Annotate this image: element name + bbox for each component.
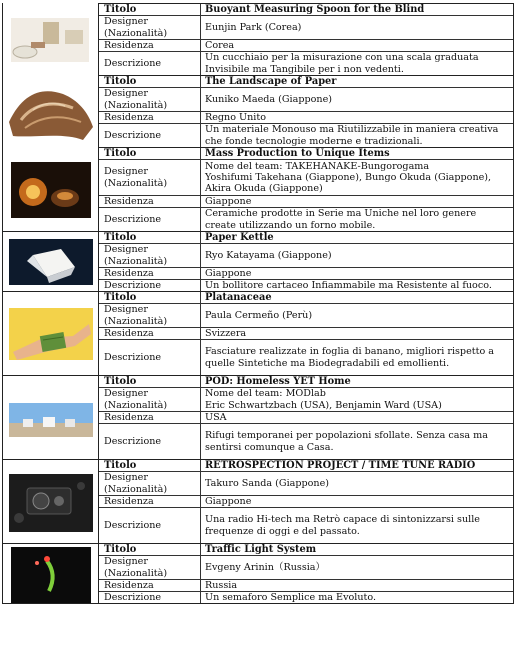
label-title: Titolo <box>99 232 201 243</box>
label-title: Titolo <box>99 292 201 303</box>
label-residence: Residenza <box>99 268 201 279</box>
entry-designer: Takuro Sanda (Giappone) <box>205 477 330 489</box>
label-designer: Designer (Nazionalità) <box>99 472 201 495</box>
entry-description: Una radio Hi-tech ma Retrò capace di sintonizzarsi sulle frequenze di oggi e del passato. <box>205 514 480 537</box>
label-title: Titolo <box>99 460 201 471</box>
entry-residence: Svizzera <box>205 327 247 339</box>
label-description: Descrizione <box>99 592 201 603</box>
thumbnail <box>3 292 99 375</box>
entry-residence: Russia <box>205 579 238 591</box>
label-residence: Residenza <box>99 412 201 423</box>
entry-title: RETROSPECTION PROJECT / TIME TUNE RADIO <box>205 459 476 471</box>
entry-card <box>2 4 514 76</box>
thumbnail <box>3 76 99 147</box>
entry-residence: Giappone <box>205 495 252 507</box>
entry-designer: Eunjin Park (Corea) <box>205 21 302 33</box>
ceramics-photo <box>3 150 98 230</box>
label-designer: Designer (Nazionalità) <box>99 388 201 411</box>
entry-description: Un cucchiaio per la misurazione con una scala graduata Invisibile ma Tangibile per i non vedenti. <box>205 52 479 75</box>
label-description: Descrizione <box>99 340 201 375</box>
entry-title: Buoyant Measuring Spoon for the Blind <box>205 3 425 15</box>
thumbnail <box>3 232 99 291</box>
label-residence: Residenza <box>99 196 201 207</box>
thumbnail <box>3 460 99 543</box>
label-title: Titolo <box>99 76 201 87</box>
label-residence: Residenza <box>99 496 201 507</box>
label-designer: Designer (Nazionalità) <box>99 160 201 195</box>
entry-description: Un semaforo Semplice ma Evoluto. <box>205 591 377 603</box>
entry-title: Paper Kettle <box>205 231 274 243</box>
entry-designer: Ryo Katayama (Giappone) <box>205 249 332 261</box>
shelter-photo <box>3 383 98 453</box>
entry-card <box>2 544 514 604</box>
entry-residence: Corea <box>205 39 235 51</box>
entry-title: The Landscape of Paper <box>205 75 337 87</box>
entry-residence: Giappone <box>205 195 252 207</box>
banana-bandage-photo <box>3 294 98 374</box>
measuring-spoon-photo <box>3 0 98 80</box>
label-designer: Designer (Nazionalità) <box>99 88 201 111</box>
label-title: Titolo <box>99 4 201 15</box>
entry-designer: Paula Cermeño (Perù) <box>205 309 313 321</box>
entry-designer: Evgeny Arinin（Russia） <box>205 561 326 573</box>
entry-description: Rifugi temporanei per popolazioni sfollate. Senza casa ma sentirsi comunque a Casa. <box>205 430 488 453</box>
entry-description: Un materiale Monouso ma Riutilizzabile in maniera creativa che fonde tecnologie moderne e tradizionali. <box>205 124 499 147</box>
entry-card <box>2 292 514 376</box>
label-description: Descrizione <box>99 508 201 543</box>
entry-card <box>2 376 514 460</box>
label-description: Descrizione <box>99 424 201 459</box>
label-designer: Designer (Nazionalità) <box>99 556 201 579</box>
label-title: Titolo <box>99 148 201 159</box>
thumbnail <box>3 376 99 459</box>
label-designer: Designer (Nazionalità) <box>99 16 201 39</box>
entry-residence: USA <box>205 411 227 423</box>
entry-description: Ceramiche prodotte in Serie ma Uniche nel loro genere create utilizzando un forno mobile. <box>205 208 477 231</box>
label-residence: Residenza <box>99 580 201 591</box>
label-residence: Residenza <box>99 328 201 339</box>
entry-residence: Giappone <box>205 267 252 279</box>
thumbnail <box>3 148 99 231</box>
entry-designer: Nome del team: MODlab Eric Schwartzbach (USA), Benjamin Ward (USA) <box>205 388 442 411</box>
label-description: Descrizione <box>99 208 201 231</box>
entry-designer: Nome del team: TAKEHANAKE-Bungorogama Yoshifumi Takehana (Giappone), Bungo Okuda (Giappone), Akira Okuda (Giappone) <box>205 160 492 195</box>
label-title: Titolo <box>99 376 201 387</box>
paper-landscape-photo <box>3 72 98 152</box>
label-description: Descrizione <box>99 280 201 291</box>
entry-description: Fasciature realizzate in foglia di banano, migliori rispetto a quelle Sintetiche ma Biodegradabili ed emollienti. <box>205 346 495 369</box>
label-title: Titolo <box>99 544 201 555</box>
entry-title: Mass Production to Unique Items <box>205 147 390 159</box>
entry-title: Traffic Light System <box>205 543 317 555</box>
label-designer: Designer (Nazionalità) <box>99 244 201 267</box>
label-designer: Designer (Nazionalità) <box>99 304 201 327</box>
paper-kettle-photo <box>3 227 98 297</box>
thumbnail <box>3 4 99 75</box>
entry-card <box>2 148 514 232</box>
entry-residence: Regno Unito <box>205 111 267 123</box>
label-residence: Residenza <box>99 112 201 123</box>
label-description: Descrizione <box>99 124 201 147</box>
entry-card <box>2 460 514 544</box>
thumbnail <box>3 544 99 603</box>
entry-designer: Kuniko Maeda (Giappone) <box>205 93 333 105</box>
label-description: Descrizione <box>99 52 201 75</box>
entry-title: POD: Homeless YET Home <box>205 375 351 387</box>
label-residence: Residenza <box>99 40 201 51</box>
entry-title: Platanaceae <box>205 291 272 303</box>
radio-photo <box>3 462 98 542</box>
entry-card <box>2 76 514 148</box>
entry-card <box>2 232 514 292</box>
entry-description: Un bollitore cartaceo Infiammabile ma Resistente al fuoco. <box>205 279 492 291</box>
design-entries-table <box>2 3 514 604</box>
traffic-light-photo <box>3 539 98 609</box>
